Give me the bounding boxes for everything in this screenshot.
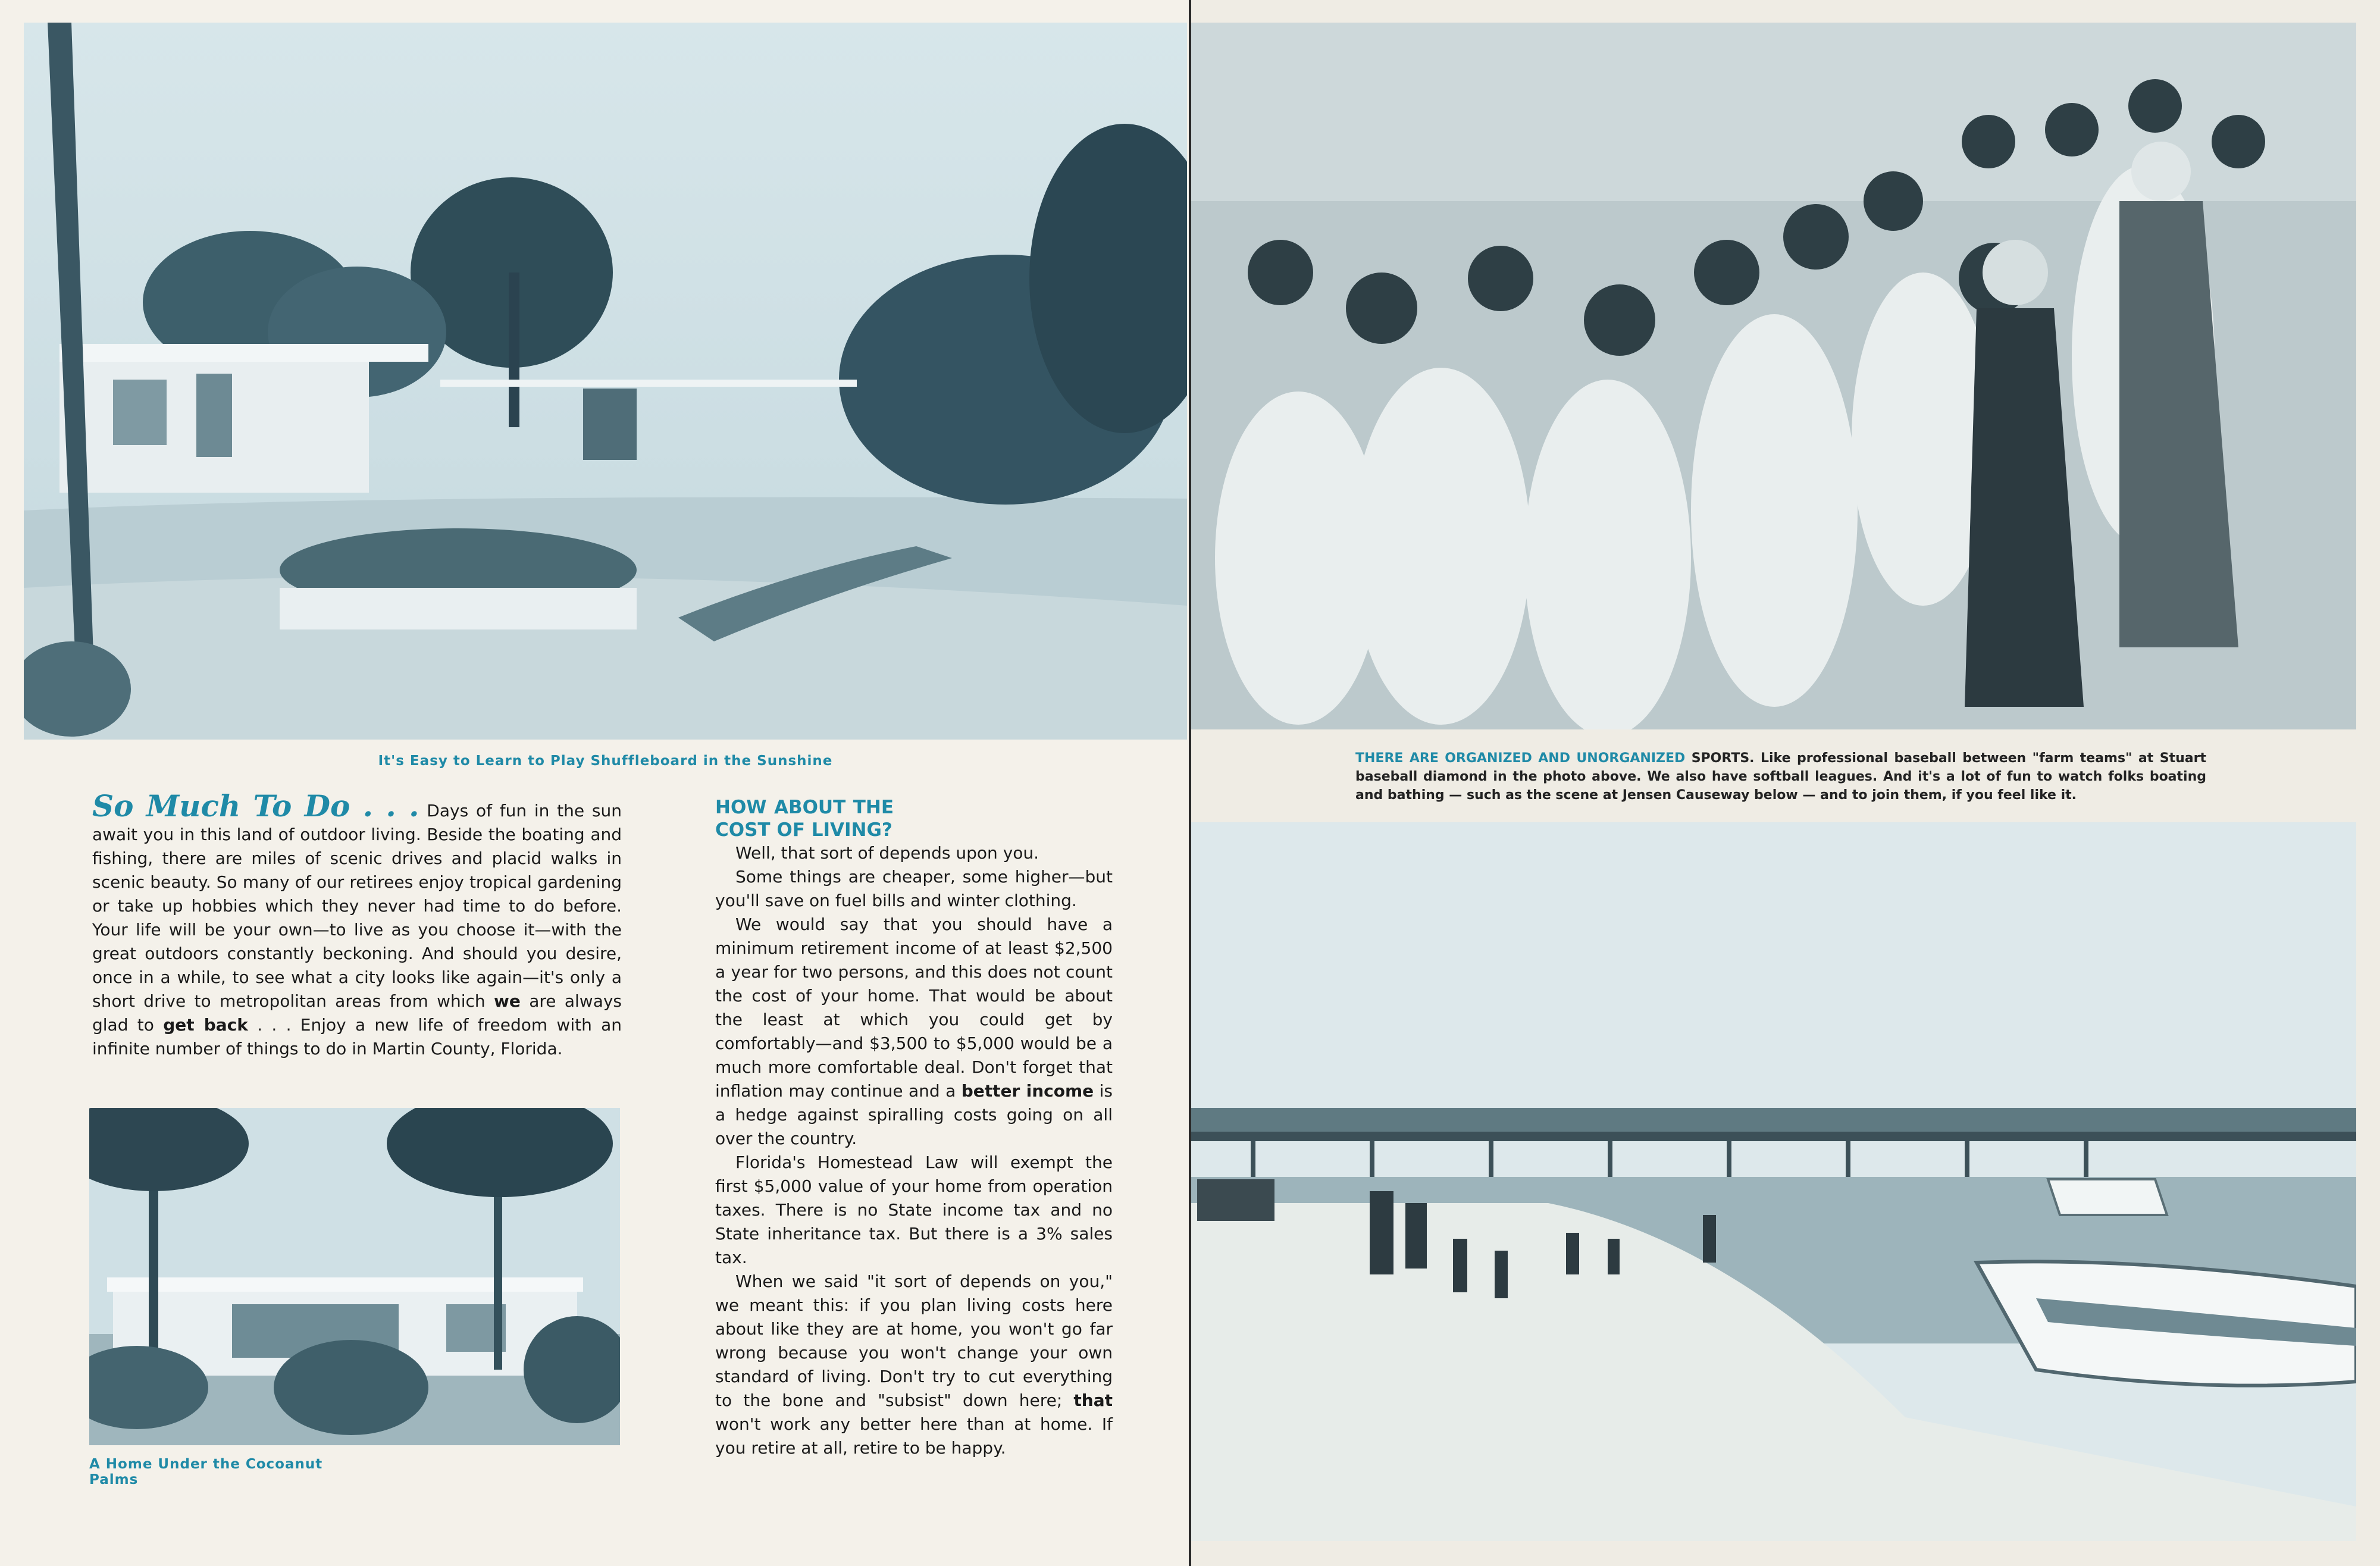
shuffleboard-caption: It's Easy to Learn to Play Shuffleboard in the Sunshine [378,753,833,769]
intro-emph-we: we [494,991,521,1011]
sports-caption [1355,749,2206,804]
sports-caption-lead: THERE ARE ORGANIZED AND UNORGANIZED [1355,751,1686,766]
sports-caption-lead2: SPORTS. [1691,751,1755,766]
living-p3 [715,913,1113,1151]
right-page [1191,0,2380,1566]
home-photo [89,1108,620,1445]
baseball-team-photo [1191,23,2356,729]
jensen-causeway-beach-photo [1191,822,2356,1541]
living-p5-b: won't work any better here than at home. If you retire at all, retire to be happy. [715,1414,1113,1458]
intro-column [92,788,622,1061]
intro-paragraph [92,788,622,1061]
living-p2: Some things are cheaper, some higher—but you'll save on fuel bills and winter clothing. [715,867,1113,910]
intro-heading: So Much To Do . . . [92,788,419,823]
living-p5-a: When we said "it sort of depends on you," we meant this: if you plan living costs here about like they are at home, you won't go far wrong because you won't change your own standard of living. Don't try to cut everything to the bone and "subsist" down here; [715,1271,1113,1410]
shuffleboard-photo [24,23,1187,740]
left-page [0,0,1189,1566]
living-heading: HOW ABOUT THE COST OF LIVING? [715,797,894,841]
sports-caption-text: Like professional baseball between "farm teams" at Stuart baseball diamond in the photo above. We also have softball leagues. And it's a lot of fun to watch folks boating and bathing — such as the scene at Jensen Causeway below — and to join them, if you feel like it. [1355,751,2206,803]
intro-text-2: are always glad to [92,991,622,1035]
living-p5-emph: that [1073,1390,1113,1410]
living-p5 [715,1270,1113,1460]
intro-text-3: . . . Enjoy a new life of freedom with an infinite number of things to do in Martin County, Florida. [92,1015,622,1058]
living-p1: Well, that sort of depends upon you. [735,843,1039,863]
intro-emph-get-back: get back [163,1015,248,1035]
living-p3-a: We would say that you should have a minimum retirement income of at least $2,500 a year for two persons, and this does not count the cost of your home. That would be about the least at which you could get by comfortably—and $3,500 to $5,000 would be a much more comfortable deal. Don't forget that inflation may continue and a [715,914,1113,1101]
living-p3-b: is a hedge against spiralling costs going on all over the country. [715,1081,1113,1148]
living-p4: Florida's Homestead Law will exempt the first $5,000 value of your home from operation taxes. There is no State income tax and no State inheritance tax. But there is a 3% sales tax. [715,1152,1113,1267]
living-p3-emph: better income [961,1081,1094,1101]
living-column [715,796,1113,1460]
intro-text-1: Days of fun in the sun await you in this land of outdoor living. Beside the boating and fishing, there are miles of scenic drives and placid walks in scenic beauty. So many of our retirees enjoy tropical gardening or take up hobbies which they never had time to do before. Your life will be your own—to live as you choose it—with the great outdoors constantly beckoning. And should you desire, once in a while, to see what a city looks like again—it's only a short drive to metropolitan areas from which [92,801,622,1011]
home-caption: A Home Under the Cocoanut Palms [89,1457,323,1487]
